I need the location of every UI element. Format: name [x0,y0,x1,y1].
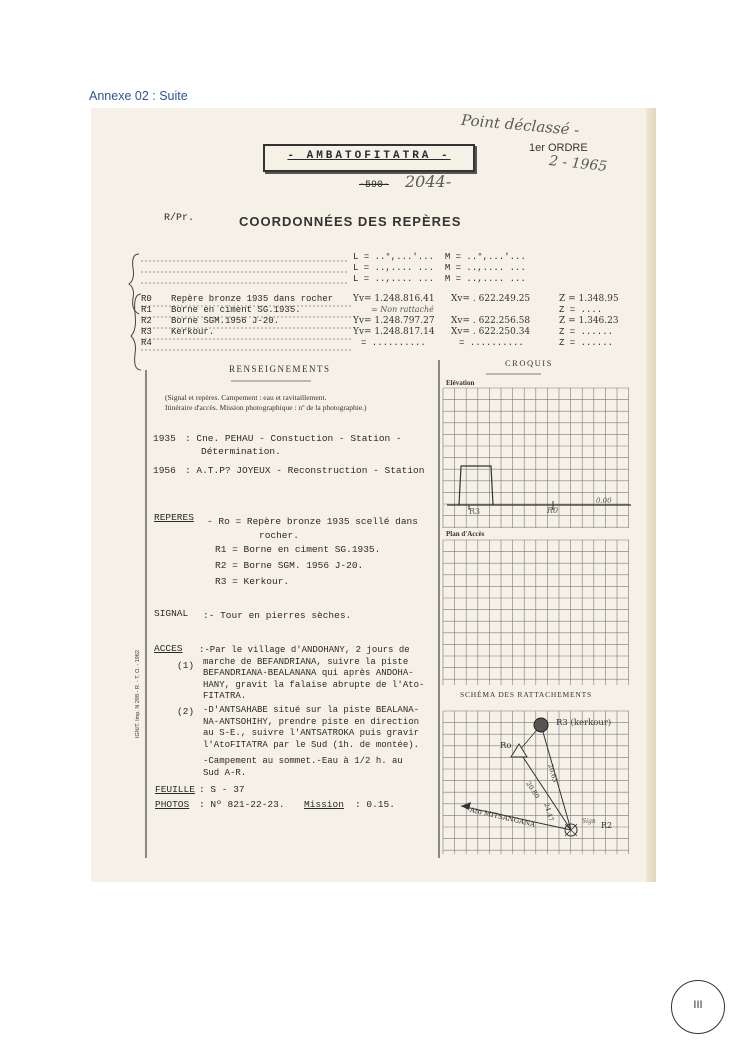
signal-text: :- Tour en pierres sèches. [203,610,352,621]
order-label: 1er ORDRE [529,142,588,154]
elevation-label: Elévation [446,379,475,387]
annex-caption: Annexe 02 : Suite [89,89,188,103]
mission-label: Mission [304,799,344,810]
scanned-document [91,108,656,882]
coordinates-heading: COORDONNÉES DES REPÈRES [239,214,462,229]
feuille-label: FEUILLE [155,784,195,795]
r0-triangle [511,744,527,757]
history-row: Détermination. [201,446,281,457]
reperes-label: REPERES [154,512,194,523]
mission-value: : 0.15. [355,799,395,810]
repere-row-r2: R2 Borne SGM.1956 J-20. Yv= 1.248.797.27 Xv= . 622.256.58 Z = 1.346.23 [141,316,619,326]
lm-row: L = ..,.... ... M = ..,.... ... [353,263,526,273]
acces-2-number: (2) [177,706,195,717]
reperes-list-item: R2 = Borne SGM. 1956 J-20. [215,560,364,571]
acces-line: :-Par le village d'ANDOHANY, 2 jours de [199,645,410,655]
campement-line: -Campement au sommet.-Eau à 1/2 h. au [203,756,403,766]
reperes-list-item: - Ro = Repère bronze 1935 scellé dans [207,516,418,527]
printer-mark: IGN/T. Imp. N 298 - R. - T. O. - 1962 [135,650,141,738]
acces-line: HANY, gravit la falaise abrupte de l'Ato- [203,679,425,690]
renseignements-subtitle-1: (Signal et repères. Campement : eau et ravitaillement. [165,393,327,402]
lm-row: L = ..,.... ... M = ..,.... ... [353,274,526,284]
schema-title: SCHÉMA DES RATTACHEMENTS [460,690,592,699]
ref-label: R/Pr. [164,213,195,224]
renseignements-title: RENSEIGNEMENTS [229,364,331,374]
elevation-r3: R3 [469,507,481,516]
repere-row-r3: R3 Kerkour. Yv= 1.248.817.14 Xv= . 622.250.34 Z = ...... [141,327,614,337]
repere-row-r1: R1 Borne en ciment SG.1935. = Non rattaché Z = .... [141,305,603,315]
feuille-value: : S - 37 [199,784,245,795]
schema-r0-label: Ro [500,741,512,751]
repere-row-r4: R4 = .......... = .......... Z = ...... [141,338,614,348]
reperes-list-item: R3 = Kerkour. [215,576,290,587]
lm-row: L = ..°,...'... M = ..°,...'... [353,252,526,262]
acces-1-number: (1) [177,660,195,671]
history-row: 1956 : A.T.P? JOYEUX - Reconstruction - Station [153,465,425,476]
old-number: -590- [359,180,390,191]
acces-line: l'AtoFITATRA par le Sud (1h. de montée). [203,739,420,750]
schema-r3-label: R3 (kerkour) [556,718,612,728]
handwritten-annotation: Point déclassé - [460,110,581,140]
signal-label: SIGNAL [154,608,189,619]
r3-marker [534,718,548,732]
repere-row-r0: R0 Repère bronze 1935 dans rocher Yv= 1.248.816.41 Xv= . 622.249.25 Z = 1.348.95 [141,294,619,304]
schema-distance-1: 20.80 [524,780,542,800]
acces-line: marche de BEFANDRIANA, suivre la piste [203,656,409,667]
acces-line: BEFANDRIANA-BEALANANA qui après ANDOHA- [203,668,414,678]
page-number-circle [671,980,725,1034]
schema-direction-label: Ato MITSANGANA [469,806,536,829]
croquis-title: CROQUIS [505,358,553,368]
elevation-r0: R0 [547,506,559,515]
schema-sign-label: Sign [582,818,596,825]
schema-distance-3: 24.47 [542,802,556,823]
acces-line: -D'ANTSAHABE situé sur la piste BEALANA- [203,705,420,715]
photos-label: PHOTOS [155,799,190,810]
schema-r2-label: R2 [601,821,613,830]
renseignements-subtitle-2: Itinéraire d'accès. Mission photographique : nº de la photographie.) [165,403,367,412]
acces-line: NA-ANTSOHIHY, prendre piste en direction [203,716,420,727]
acces-label: ACCES [154,643,183,654]
station-title: - AMBATOFITATRA - [287,150,451,162]
reperes-list-item: R1 = Borne en ciment SG.1935. [215,544,381,555]
elevation-zero: 0.00 [596,497,612,505]
page-number: III [693,999,703,1011]
campement-line: Sud A-R. [203,767,247,778]
handwritten-date: 2 - 1965 [548,153,608,175]
schema-sketch [91,108,656,882]
acces-line: au S-E., suivre l'ANTSATROKA puis gravir [203,728,420,738]
reperes-list-item: rocher. [259,530,299,541]
history-row: 1935 : Cne. PEHAU - Constuction - Station - [153,433,402,444]
schema-distance-2: 20.63 [546,763,560,784]
new-number: 2044- [405,172,452,191]
plan-acces-label: Plan d'Accès [446,530,485,538]
photos-value: : Nº 821-22-23. [199,799,285,810]
acces-line: FITATRA. [203,691,247,701]
